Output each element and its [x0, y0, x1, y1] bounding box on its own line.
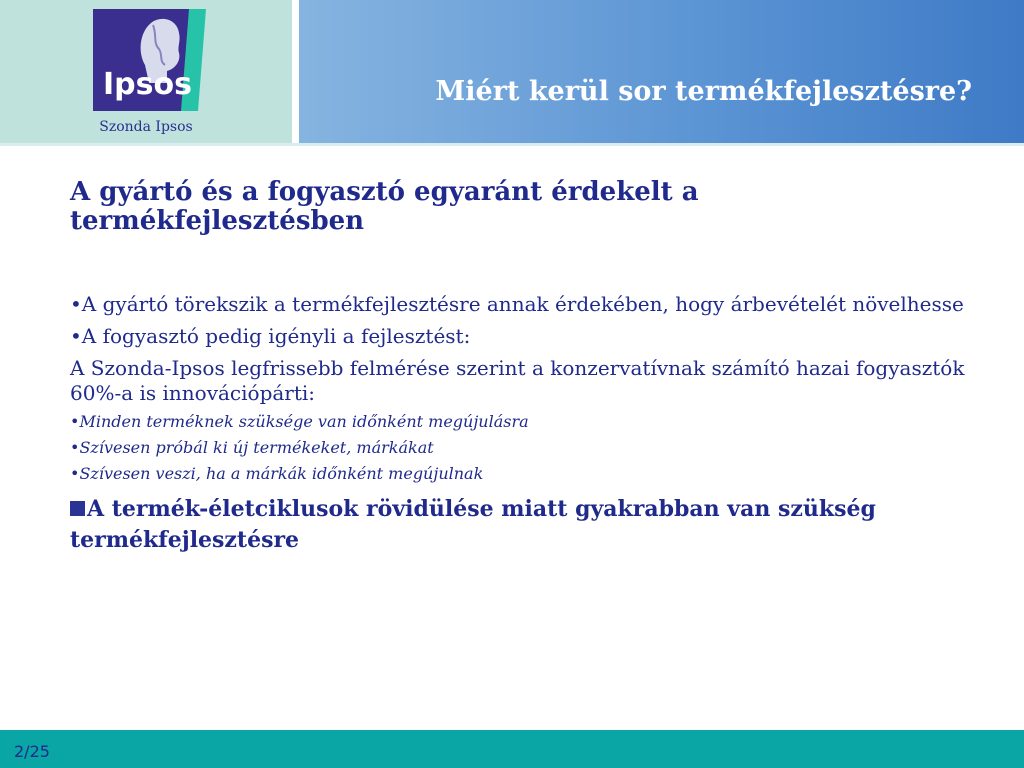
- ipsos-logo: [93, 9, 206, 111]
- slide-content: [70, 178, 970, 556]
- header-gap: [292, 0, 299, 143]
- bullet-consumer: •A fogyasztó pedig igényli a fejlesztést:: [70, 324, 471, 348]
- sub-bullet-renewal: •Minden terméknek szüksége van időnként megújulásra: [70, 412, 529, 431]
- header-divider: [0, 143, 1024, 146]
- closing-statement: [70, 494, 970, 556]
- slide-title: Miért kerül sor termékfejlesztésre?: [435, 76, 972, 107]
- bullet-manufacturer: •A gyártó törekszik a termékfejlesztésre annak érdekében, hogy árbevételét növelhesse: [70, 292, 964, 316]
- footer-bar: [0, 730, 1024, 768]
- closing-text: A termék-életciklusok rövidülése miatt gyakrabban van szükség termékfejlesztésre: [70, 496, 876, 553]
- page-number: 2/25: [14, 742, 50, 761]
- title-banner: [299, 0, 1024, 143]
- section-heading: A gyártó és a fogyasztó egyaránt érdekelt a termékfejlesztésben: [70, 177, 699, 236]
- survey-text: A Szonda-Ipsos legfrissebb felmérése szerint a konzervatívnak számító hazai fogyasztók 60%-a is innovációpárti:: [70, 356, 965, 405]
- sub-bullet-try-new: •Szívesen próbál ki új termékeket, márkákat: [70, 438, 434, 457]
- sub-bullet-brands-renew: •Szívesen veszi, ha a márkák időnként megújulnak: [70, 464, 484, 483]
- square-bullet-icon: [70, 501, 85, 516]
- logo-wordmark: Ipsos: [103, 67, 192, 102]
- logo-caption: Szonda Ipsos: [99, 119, 193, 135]
